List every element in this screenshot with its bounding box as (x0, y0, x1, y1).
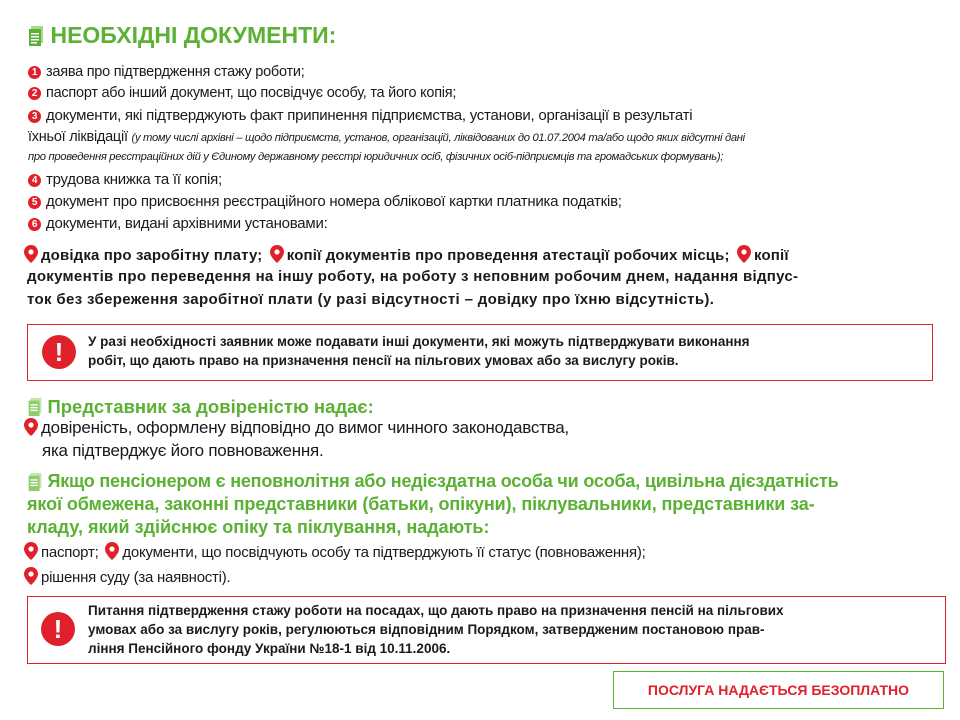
document-note-line-2: про проведення реєстраційних дій у Єдиному державному реєстрі юридичних осіб, фізичних осіб-підприємців та громадських формувань); (28, 151, 724, 163)
document-text: документ про присвоєння реєстраційного номера облікової картки платника податків; (46, 193, 622, 210)
number-badge: 6 (28, 218, 41, 231)
minor-heading-line-1: Якщо пенсіонером є неповнолітня або недієздатна особа чи особа, цивільна дієздатність (47, 471, 839, 491)
archive-items-line-1 (24, 245, 789, 264)
document-item-1 (28, 64, 304, 80)
number-badge: 3 (28, 110, 41, 123)
warning-text-line-2: робіт, що дають право на призначення пенсії на пільгових умовах або за вислугу років. (88, 353, 679, 368)
minor-item-text: рішення суду (за наявності). (41, 569, 231, 586)
location-pin-icon (270, 245, 284, 263)
location-pin-icon (24, 542, 38, 560)
warning-box (27, 324, 933, 381)
location-pin-icon (24, 245, 38, 263)
minor-item-text: паспорт; (41, 544, 99, 561)
warning-text-line-3: ління Пенсійного фонду України №18-1 від 10.11.2006. (88, 641, 451, 656)
warning-text-line-1: У разі необхідності заявник може подавати інші документи, які можуть підтверджувати виконання (88, 334, 750, 349)
document-note: (у тому числі архівні – щодо підприємств, установ, організацій, ліквідованих до 01.07.2004 та/або щодо яких відсутні дані (131, 132, 745, 144)
minor-items-line-1 (24, 542, 646, 561)
location-pin-icon (737, 245, 751, 263)
archive-item-text: довідка про заробітну плату; (41, 247, 263, 264)
archive-item-text: копії документів про проведення атестації робочих місць; (286, 247, 730, 264)
document-item-3-continuation (28, 129, 745, 145)
document-item-5 (28, 193, 622, 210)
warning-text-line-1: Питання підтвердження стажу роботи на посадах, що дають право на призначення пенсій на пільгових (88, 603, 784, 618)
number-badge: 2 (28, 87, 41, 100)
document-icon (27, 397, 43, 417)
exclamation-icon: ! (41, 612, 75, 646)
document-item-2 (28, 85, 456, 101)
document-text: їхньої ліквідації (28, 129, 128, 145)
free-service-text: ПОСЛУГА НАДАЄТЬСЯ БЕЗОПЛАТНО (647, 682, 910, 698)
representative-heading-row (27, 396, 374, 418)
representative-heading: Представник за довіреністю надає: (47, 396, 374, 417)
document-item-4 (28, 171, 222, 188)
warning-text-line-2: умовах або за вислугу років, регулюються відповідним Порядком, затвердженим постановою прав- (88, 622, 765, 637)
minor-item-text: документи, що посвідчують особу та підтверджують її статус (повноваження); (122, 544, 646, 561)
archive-items-line-2: документів про переведення на іншу роботу, на роботу з неповним робочим днем, надання відпус- (27, 268, 799, 285)
representative-item-line-2: яка підтверджує його повноваження. (42, 441, 324, 460)
archive-items-line-3: ток без збереження заробітної плати (у разі відсутності – довідку про їхню відсутність). (27, 291, 715, 308)
page-title: НЕОБХІДНІ ДОКУМЕНТИ: (50, 22, 337, 48)
representative-text: довіреність, оформлену відповідно до вимог чинного законодавства, (41, 418, 569, 437)
document-icon (28, 25, 44, 47)
minor-heading-row (27, 471, 839, 492)
location-pin-icon (24, 567, 38, 585)
page-title-row (28, 22, 336, 50)
exclamation-icon: ! (42, 335, 76, 369)
warning-box (27, 596, 946, 664)
location-pin-icon (105, 542, 119, 560)
document-text: трудова книжка та її копія; (46, 171, 222, 188)
document-text: паспорт або інший документ, що посвідчує особу, та його копія; (46, 85, 457, 101)
document-text: документи, видані архівними установами: (46, 215, 328, 232)
minor-heading-line-2: якої обмежена, законні представники (батьки, опікуни), піклувальники, представники за- (27, 494, 815, 514)
representative-item (24, 418, 569, 438)
archive-item-text: копії (754, 247, 789, 264)
document-icon (27, 472, 43, 492)
free-service-badge (613, 671, 944, 709)
number-badge: 5 (28, 196, 41, 209)
document-text: документи, які підтверджують факт припинення підприємства, установи, організації в результаті (46, 107, 693, 124)
number-badge: 1 (28, 66, 41, 79)
location-pin-icon (24, 418, 38, 436)
document-text: заява про підтвердження стажу роботи; (46, 64, 305, 80)
minor-items-line-2 (24, 567, 230, 586)
number-badge: 4 (28, 174, 41, 187)
minor-heading-line-3: кладу, який здійснює опіку та піклування, надають: (27, 517, 490, 537)
document-item-6 (28, 215, 328, 232)
document-item-3 (28, 107, 692, 124)
